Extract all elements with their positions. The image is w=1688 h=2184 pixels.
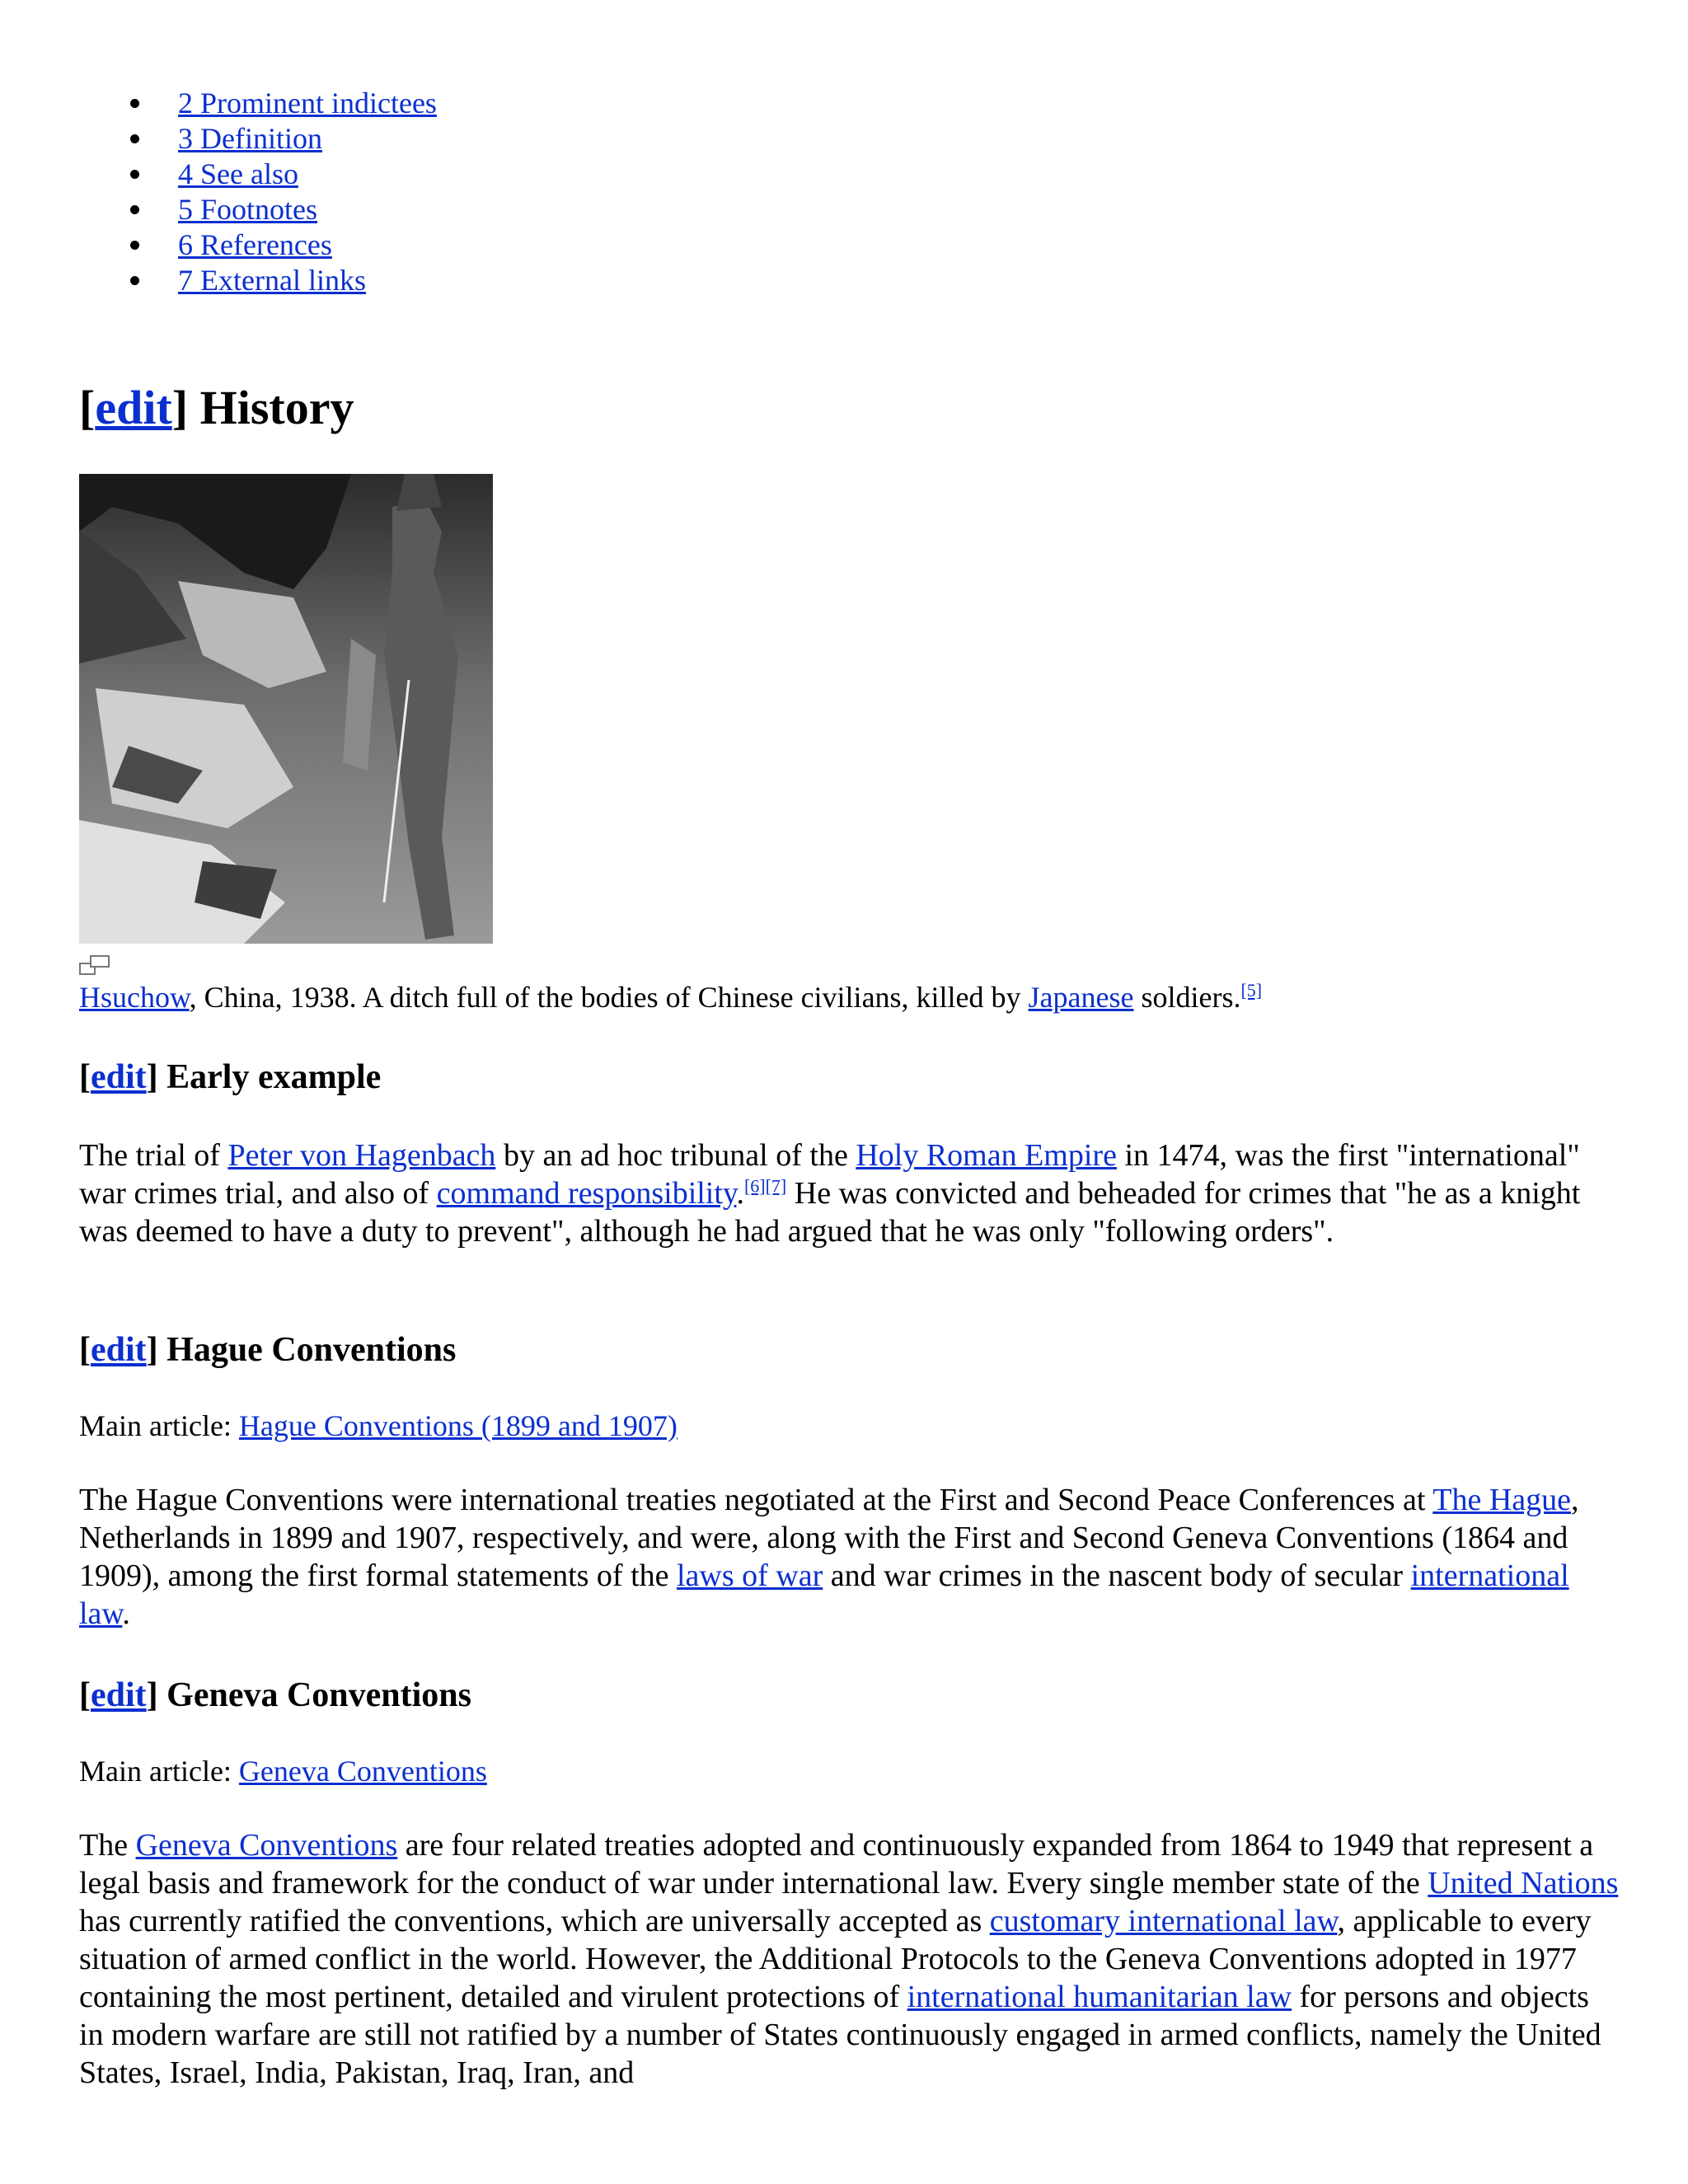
link-the-hague[interactable]: The Hague <box>1432 1483 1572 1517</box>
link-international-law[interactable]: international law <box>79 1558 1569 1631</box>
toc-link-definition[interactable]: 3 Definition <box>178 122 322 155</box>
toc-item <box>178 157 437 192</box>
bullet-icon <box>130 134 139 143</box>
table-of-contents <box>178 86 437 298</box>
toc-link-see-also[interactable]: 4 See also <box>178 157 298 190</box>
toc-link-prominent-indictees[interactable]: 2 Prominent indictees <box>178 87 437 120</box>
section-heading-history: [edit] History <box>79 381 354 434</box>
paragraph-hague: The Hague Conventions were international treaties negotiated at the First and Second Peace Conferences at The Hague, Netherlands in 1899 and 1907, respectively, and were, along with the First and Second Geneva Conventions (1864 and 1909), among the first formal statements of the laws of war and war crimes in the nascent body of secular international law. <box>79 1483 1579 1631</box>
link-hsuchow[interactable]: Hsuchow <box>79 981 190 1014</box>
link-peter-von-hagenbach[interactable]: Peter von Hagenbach <box>227 1138 496 1173</box>
toc-link-external-links[interactable]: 7 External links <box>178 264 366 297</box>
toc-item <box>178 121 437 157</box>
bullet-icon <box>130 99 139 108</box>
section-heading-early-example: [edit] Early example <box>79 1058 382 1096</box>
toc-item <box>178 192 437 227</box>
link-international-humanitarian-law[interactable]: international humanitarian law <box>907 1980 1292 2014</box>
link-geneva-conventions[interactable]: Geneva Conventions <box>135 1828 398 1863</box>
toc-item <box>178 263 437 298</box>
paragraph-geneva: The Geneva Conventions are four related treaties adopted and continuously expanded from 1864 to 1949 that represent a legal basis and framework for the conduct of war under international law. Every single member state of the United Nations has currently ratified the conventions, which are universally accepted as customary international law, applicable to every situation of armed conflict in the world. However, the Additional Protocols to the Geneva Conventions adopted in 1977 containing the most pertinent, detailed and virulent protections of international humanitarian law for persons and objects in modern warfare are still not ratified by a number of States continuously engaged in armed conflicts, namely the United States, Israel, India, Pakistan, Iraq, Iran, and <box>79 1828 1619 2090</box>
history-photo[interactable] <box>79 474 493 944</box>
bullet-icon <box>130 241 139 250</box>
footnote-ref[interactable]: [5] <box>1240 980 1263 1001</box>
edit-link[interactable]: edit <box>91 1676 147 1714</box>
link-united-nations[interactable]: United Nations <box>1428 1866 1619 1900</box>
section-heading-hague-conventions: [edit] Hague Conventions <box>79 1331 457 1369</box>
magnify-clip-icon[interactable] <box>79 954 110 976</box>
link-holy-roman-empire[interactable]: Holy Roman Empire <box>856 1138 1117 1173</box>
link-geneva-conventions-main[interactable]: Geneva Conventions <box>238 1755 487 1788</box>
toc-link-footnotes[interactable]: 5 Footnotes <box>178 193 318 226</box>
bullet-icon <box>130 170 139 179</box>
bullet-icon <box>130 276 139 285</box>
link-command-responsibility[interactable]: command responsibility <box>436 1176 737 1211</box>
bullet-icon <box>130 205 139 214</box>
link-japanese[interactable]: Japanese <box>1028 981 1134 1014</box>
edit-link[interactable]: edit <box>95 381 172 434</box>
link-customary-international-law[interactable]: customary international law <box>989 1904 1338 1938</box>
edit-link[interactable]: edit <box>91 1331 147 1369</box>
paragraph-early-example: The trial of Peter von Hagenbach by an ad hoc tribunal of the Holy Roman Empire in 1474, was the first "international" war crimes trial, and also of command responsibility.[6][7] He was convicted and beheaded for crimes that "he as a knight was deemed to have a duty to prevent", although he had argued that he was only "following orders". <box>79 1138 1581 1249</box>
link-laws-of-war[interactable]: laws of war <box>677 1558 823 1593</box>
toc-item <box>178 227 437 263</box>
toc-link-references[interactable]: 6 References <box>178 228 332 261</box>
figure-caption: Hsuchow, China, 1938. A ditch full of the bodies of Chinese civilians, killed by Japanese soldiers.[5] <box>79 980 1263 1014</box>
link-hague-conventions-main[interactable]: Hague Conventions (1899 and 1907) <box>238 1409 678 1442</box>
main-article-note: Main article: Geneva Conventions <box>79 1755 487 1788</box>
main-article-note: Main article: Hague Conventions (1899 and 1907) <box>79 1409 678 1442</box>
photo-image <box>79 474 493 944</box>
footnote-ref[interactable]: [6] <box>743 1175 766 1197</box>
edit-link[interactable]: edit <box>91 1058 147 1096</box>
footnote-ref[interactable]: [7] <box>765 1175 787 1197</box>
section-heading-geneva-conventions: [edit] Geneva Conventions <box>79 1676 472 1714</box>
toc-item <box>178 86 437 121</box>
